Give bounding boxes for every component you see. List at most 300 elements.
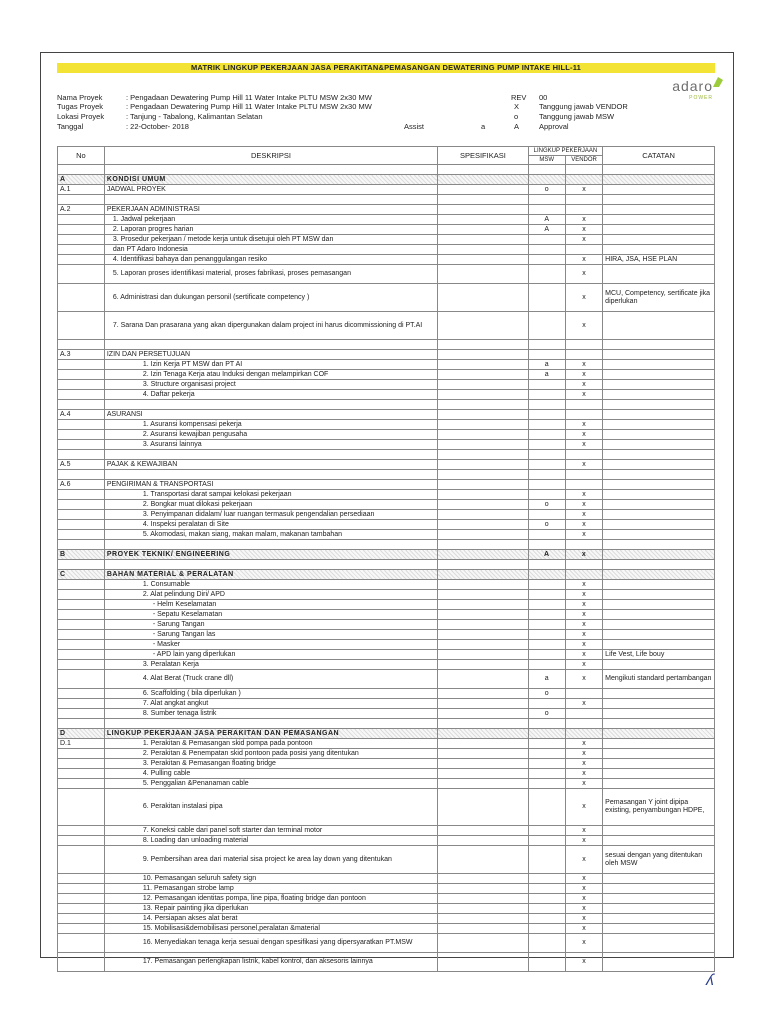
cell-msw: a: [528, 370, 565, 380]
cell-spesifikasi: [438, 759, 529, 769]
cell-deskripsi: JADWAL PROYEK: [104, 185, 437, 195]
cell-msw: [528, 400, 565, 410]
cell-catatan: [603, 450, 715, 460]
cell-deskripsi: 4. Alat Berat (Truck crane dll): [104, 670, 437, 689]
cell-vendor: x: [565, 360, 602, 370]
cell-spesifikasi: [438, 215, 529, 225]
cell-no: [58, 826, 105, 836]
cell-vendor: x: [565, 550, 602, 560]
cell-catatan: [603, 370, 715, 380]
cell-no: [58, 953, 105, 972]
table-row: [58, 350, 715, 360]
cell-no: [58, 380, 105, 390]
table-row: [58, 630, 715, 640]
cell-catatan: [603, 874, 715, 884]
cell-spesifikasi: [438, 779, 529, 789]
cell-deskripsi: IZIN DAN PERSETUJUAN: [104, 350, 437, 360]
cell-no: A: [58, 175, 105, 185]
cell-deskripsi: - Sepatu Keselamatan: [104, 610, 437, 620]
cell-vendor: [565, 470, 602, 480]
cell-msw: [528, 934, 565, 953]
cell-vendor: x: [565, 826, 602, 836]
cell-msw: [528, 410, 565, 420]
cell-msw: [528, 759, 565, 769]
cell-catatan: Mengikuti standard pertambangan: [603, 670, 715, 689]
cell-spesifikasi: [438, 165, 529, 175]
cell-catatan: [603, 836, 715, 846]
cell-no: [58, 195, 105, 205]
cell-msw: [528, 480, 565, 490]
cell-vendor: x: [565, 789, 602, 826]
cell-spesifikasi: [438, 500, 529, 510]
cell-deskripsi: 4. Pulling cable: [104, 769, 437, 779]
cell-vendor: [565, 450, 602, 460]
cell-vendor: [565, 480, 602, 490]
cell-deskripsi: 5. Laporan proses identifikasi material, proses fabrikasi, proses pemasangan: [104, 265, 437, 284]
cell-deskripsi: 13. Repair painting jika diperlukan: [104, 904, 437, 914]
cell-msw: [528, 739, 565, 749]
cell-spesifikasi: [438, 265, 529, 284]
cell-msw: [528, 430, 565, 440]
table-row: [58, 580, 715, 590]
cell-catatan: [603, 480, 715, 490]
table-row: [58, 904, 715, 914]
cell-deskripsi: 16. Menyediakan tenaga kerja sesuai dengan spesifikasi yang dipersyaratkan PT.MSW: [104, 934, 437, 953]
cell-spesifikasi: [438, 350, 529, 360]
cell-no: [58, 225, 105, 235]
cell-deskripsi: 3. Perakitan & Pemasangan floating bridge: [104, 759, 437, 769]
cell-msw: [528, 719, 565, 729]
cell-no: [58, 719, 105, 729]
table-row: [58, 500, 715, 510]
cell-vendor: [565, 689, 602, 699]
cell-no: [58, 914, 105, 924]
cell-catatan: [603, 360, 715, 370]
cell-spesifikasi: [438, 620, 529, 630]
cell-spesifikasi: [438, 914, 529, 924]
table-row: [58, 215, 715, 225]
cell-catatan: [603, 630, 715, 640]
table-row: [58, 205, 715, 215]
cell-spesifikasi: [438, 699, 529, 709]
cell-no: [58, 689, 105, 699]
cell-vendor: x: [565, 430, 602, 440]
cell-catatan: [603, 245, 715, 255]
cell-msw: o: [528, 709, 565, 719]
cell-msw: [528, 284, 565, 312]
cell-deskripsi: 1. Perakitan & Pemasangan skid pompa pada pontoon: [104, 739, 437, 749]
table-row: [58, 689, 715, 699]
cell-msw: [528, 953, 565, 972]
cell-spesifikasi: [438, 689, 529, 699]
table-row: [58, 225, 715, 235]
cell-no: [58, 245, 105, 255]
table-row: [58, 749, 715, 759]
cell-vendor: x: [565, 836, 602, 846]
table-row: [58, 650, 715, 660]
cell-vendor: x: [565, 265, 602, 284]
cell-no: [58, 370, 105, 380]
cell-vendor: x: [565, 370, 602, 380]
cell-catatan: [603, 510, 715, 520]
cell-vendor: [565, 175, 602, 185]
cell-spesifikasi: [438, 650, 529, 660]
cell-no: [58, 340, 105, 350]
cell-no: [58, 749, 105, 759]
cell-catatan: [603, 440, 715, 450]
cell-spesifikasi: [438, 749, 529, 759]
cell-catatan: [603, 934, 715, 953]
cell-msw: [528, 699, 565, 709]
cell-no: [58, 490, 105, 500]
cell-vendor: x: [565, 914, 602, 924]
cell-vendor: x: [565, 440, 602, 450]
cell-deskripsi: [104, 195, 437, 205]
cell-spesifikasi: [438, 610, 529, 620]
spacer-row: [58, 470, 715, 480]
cell-deskripsi: 9. Pembersihan area dari material sisa project ke area lay down yang ditentukan: [104, 846, 437, 874]
cell-no: [58, 709, 105, 719]
cell-spesifikasi: [438, 205, 529, 215]
table-row: [58, 779, 715, 789]
cell-no: [58, 924, 105, 934]
header-deskripsi: DESKRIPSI: [104, 147, 437, 165]
cell-no: [58, 769, 105, 779]
cell-no: [58, 836, 105, 846]
cell-deskripsi: [104, 540, 437, 550]
cell-spesifikasi: [438, 480, 529, 490]
cell-vendor: x: [565, 235, 602, 245]
cell-catatan: Life Vest, Life bouy: [603, 650, 715, 660]
cell-vendor: x: [565, 846, 602, 874]
cell-no: A.5: [58, 460, 105, 470]
cell-deskripsi: 2. Laporan progres harian: [104, 225, 437, 235]
cell-spesifikasi: [438, 470, 529, 480]
cell-spesifikasi: [438, 255, 529, 265]
cell-catatan: [603, 460, 715, 470]
table-row: [58, 380, 715, 390]
table-row: [58, 360, 715, 370]
cell-catatan: [603, 914, 715, 924]
cell-vendor: [565, 400, 602, 410]
cell-no: [58, 789, 105, 826]
meta-assist-code: a: [481, 122, 486, 131]
cell-spesifikasi: [438, 390, 529, 400]
cell-msw: [528, 350, 565, 360]
table-row: [58, 610, 715, 620]
handwritten-initial: ʎ: [706, 972, 714, 989]
cell-deskripsi: 4. Inspeksi peralatan di Site: [104, 520, 437, 530]
cell-deskripsi: [104, 340, 437, 350]
cell-msw: [528, 380, 565, 390]
cell-catatan: [603, 689, 715, 699]
table-row: [58, 846, 715, 874]
company-logo-sub: POWER: [689, 95, 713, 101]
cell-vendor: [565, 205, 602, 215]
cell-catatan: [603, 826, 715, 836]
cell-spesifikasi: [438, 826, 529, 836]
cell-catatan: [603, 540, 715, 550]
cell-msw: [528, 610, 565, 620]
legend-code-approval: A: [514, 122, 520, 131]
cell-msw: [528, 510, 565, 520]
cell-vendor: x: [565, 460, 602, 470]
cell-msw: [528, 874, 565, 884]
cell-deskripsi: 3. Prosedur pekerjaan / metode kerja untuk disetujui oleh PT MSW dan: [104, 235, 437, 245]
cell-spesifikasi: [438, 789, 529, 826]
meta-nama-proyek-value: : Pengadaan Dewatering Pump Hill 11 Water Intake PLTU MSW 2x30 MW: [126, 93, 372, 102]
cell-no: [58, 400, 105, 410]
cell-no: A.4: [58, 410, 105, 420]
cell-no: [58, 759, 105, 769]
cell-no: [58, 560, 105, 570]
cell-catatan: [603, 410, 715, 420]
cell-catatan: [603, 769, 715, 779]
cell-vendor: x: [565, 670, 602, 689]
cell-msw: [528, 255, 565, 265]
cell-no: [58, 450, 105, 460]
cell-msw: o: [528, 185, 565, 195]
cell-deskripsi: BAHAN MATERIAL & PERALATAN: [104, 570, 437, 580]
cell-catatan: Pemasangan Y joint dipipa existing, penyambungan HDPE,: [603, 789, 715, 826]
cell-msw: [528, 235, 565, 245]
cell-deskripsi: [104, 560, 437, 570]
cell-catatan: [603, 205, 715, 215]
cell-no: A.2: [58, 205, 105, 215]
cell-msw: [528, 530, 565, 540]
cell-vendor: [565, 719, 602, 729]
cell-deskripsi: - APD lain yang diperlukan: [104, 650, 437, 660]
table-row: [58, 590, 715, 600]
cell-vendor: x: [565, 884, 602, 894]
cell-spesifikasi: [438, 590, 529, 600]
cell-msw: [528, 590, 565, 600]
cell-deskripsi: ASURANSI: [104, 410, 437, 420]
cell-deskripsi: [104, 450, 437, 460]
cell-catatan: [603, 600, 715, 610]
table-row: [58, 420, 715, 430]
table-row: [58, 620, 715, 630]
cell-spesifikasi: [438, 884, 529, 894]
section-row: [58, 729, 715, 739]
cell-no: [58, 779, 105, 789]
table-row: [58, 440, 715, 450]
cell-vendor: x: [565, 739, 602, 749]
cell-no: [58, 670, 105, 689]
cell-vendor: [565, 245, 602, 255]
cell-no: [58, 360, 105, 370]
cell-spesifikasi: [438, 953, 529, 972]
cell-catatan: [603, 195, 715, 205]
table-row: [58, 759, 715, 769]
table-row: [58, 430, 715, 440]
meta-tanggal-label: Tanggal: [57, 122, 84, 131]
table-row: [58, 884, 715, 894]
cell-deskripsi: 1. Consumable: [104, 580, 437, 590]
legend-text-approval: Approval: [539, 122, 569, 131]
cell-catatan: [603, 430, 715, 440]
cell-vendor: x: [565, 953, 602, 972]
cell-deskripsi: 2. Perakitan & Penempatan skid pontoon pada posisi yang ditentukan: [104, 749, 437, 759]
header-no: No: [58, 147, 105, 165]
cell-catatan: [603, 660, 715, 670]
cell-deskripsi: dan PT Adaro Indonesia: [104, 245, 437, 255]
cell-spesifikasi: [438, 550, 529, 560]
cell-spesifikasi: [438, 235, 529, 245]
cell-no: [58, 590, 105, 600]
cell-no: [58, 540, 105, 550]
table-row: [58, 530, 715, 540]
cell-no: [58, 894, 105, 904]
cell-deskripsi: 6. Scaffolding ( bila diperlukan ): [104, 689, 437, 699]
cell-vendor: x: [565, 620, 602, 630]
cell-deskripsi: 3. Structure organisasi project: [104, 380, 437, 390]
cell-msw: [528, 312, 565, 340]
cell-no: A.6: [58, 480, 105, 490]
cell-msw: [528, 560, 565, 570]
cell-msw: [528, 440, 565, 450]
cell-vendor: x: [565, 312, 602, 340]
table-row: [58, 699, 715, 709]
cell-no: [58, 620, 105, 630]
cell-spesifikasi: [438, 904, 529, 914]
cell-msw: [528, 904, 565, 914]
cell-msw: [528, 420, 565, 430]
cell-vendor: x: [565, 490, 602, 500]
cell-msw: [528, 265, 565, 284]
cell-catatan: [603, 894, 715, 904]
cell-spesifikasi: [438, 846, 529, 874]
cell-msw: a: [528, 670, 565, 689]
cell-spesifikasi: [438, 836, 529, 846]
cell-vendor: x: [565, 380, 602, 390]
cell-deskripsi: 7. Koneksi cable dari panel soft starter dan terminal motor: [104, 826, 437, 836]
cell-catatan: [603, 884, 715, 894]
cell-spesifikasi: [438, 670, 529, 689]
cell-catatan: [603, 165, 715, 175]
cell-no: [58, 215, 105, 225]
cell-spesifikasi: [438, 719, 529, 729]
cell-deskripsi: 15. Mobilisasi&demobilisasi personel,peralatan &material: [104, 924, 437, 934]
cell-vendor: x: [565, 420, 602, 430]
cell-catatan: [603, 590, 715, 600]
cell-spesifikasi: [438, 312, 529, 340]
cell-deskripsi: 6. Perakitan instalasi pipa: [104, 789, 437, 826]
cell-no: [58, 580, 105, 590]
cell-spesifikasi: [438, 600, 529, 610]
cell-spesifikasi: [438, 490, 529, 500]
cell-msw: [528, 846, 565, 874]
cell-vendor: x: [565, 185, 602, 195]
cell-deskripsi: - Sarung Tangan las: [104, 630, 437, 640]
cell-msw: [528, 660, 565, 670]
cell-msw: [528, 600, 565, 610]
cell-vendor: x: [565, 580, 602, 590]
cell-deskripsi: 2. Izin Tenaga Kerja atau Induksi dengan melampirkan COF: [104, 370, 437, 380]
cell-msw: [528, 580, 565, 590]
cell-vendor: x: [565, 759, 602, 769]
table-row: [58, 670, 715, 689]
cell-msw: [528, 390, 565, 400]
cell-no: D.1: [58, 739, 105, 749]
cell-spesifikasi: [438, 360, 529, 370]
cell-msw: [528, 460, 565, 470]
cell-deskripsi: 1. Jadwal pekerjaan: [104, 215, 437, 225]
logo-mark-icon: [713, 77, 723, 87]
cell-spesifikasi: [438, 540, 529, 550]
cell-spesifikasi: [438, 410, 529, 420]
cell-vendor: x: [565, 284, 602, 312]
cell-catatan: HIRA, JSA, HSE PLAN: [603, 255, 715, 265]
table-row: [58, 460, 715, 470]
cell-no: C: [58, 570, 105, 580]
meta-rev-label: REV: [511, 93, 527, 102]
cell-msw: [528, 245, 565, 255]
cell-msw: [528, 175, 565, 185]
cell-catatan: [603, 699, 715, 709]
cell-deskripsi: 2. Alat pelindung Diri/ APD: [104, 590, 437, 600]
cell-deskripsi: 5. Akomodasi, makan siang, makan malam, makanan tambahan: [104, 530, 437, 540]
cell-no: [58, 934, 105, 953]
table-row: [58, 265, 715, 284]
cell-no: [58, 530, 105, 540]
cell-vendor: [565, 195, 602, 205]
cell-no: [58, 255, 105, 265]
cell-catatan: [603, 420, 715, 430]
cell-deskripsi: - Masker: [104, 640, 437, 650]
cell-no: [58, 265, 105, 284]
cell-vendor: x: [565, 225, 602, 235]
cell-catatan: MCU, Competency, sertificate jika diperlukan: [603, 284, 715, 312]
table-row: [58, 312, 715, 340]
cell-catatan: [603, 265, 715, 284]
cell-msw: o: [528, 689, 565, 699]
document-sheet: [40, 52, 734, 966]
cell-no: [58, 284, 105, 312]
cell-msw: [528, 729, 565, 739]
cell-spesifikasi: [438, 450, 529, 460]
cell-deskripsi: 7. Alat angkat angkut: [104, 699, 437, 709]
cell-catatan: [603, 500, 715, 510]
cell-deskripsi: 3. Peralatan Kerja: [104, 660, 437, 670]
cell-deskripsi: KONDISI UMUM: [104, 175, 437, 185]
table-row: [58, 255, 715, 265]
cell-catatan: [603, 610, 715, 620]
cell-catatan: [603, 560, 715, 570]
cell-catatan: [603, 340, 715, 350]
cell-vendor: [565, 570, 602, 580]
cell-deskripsi: LINGKUP PEKERJAAN JASA PERAKITAN DAN PEMASANGAN: [104, 729, 437, 739]
cell-deskripsi: 1. Transportasi darat sampai kelokasi pekerjaan: [104, 490, 437, 500]
company-logo: adaro: [672, 78, 713, 94]
cell-msw: [528, 450, 565, 460]
cell-no: [58, 390, 105, 400]
cell-catatan: [603, 225, 715, 235]
cell-catatan: [603, 350, 715, 360]
cell-no: [58, 430, 105, 440]
cell-msw: [528, 914, 565, 924]
header-catatan: CATATAN: [603, 147, 715, 165]
cell-msw: [528, 769, 565, 779]
section-row: [58, 570, 715, 580]
meta-lokasi-proyek-value: : Tanjung - Tabalong, Kalimantan Selatan: [126, 112, 263, 121]
cell-catatan: [603, 400, 715, 410]
cell-msw: A: [528, 225, 565, 235]
cell-spesifikasi: [438, 530, 529, 540]
meta-lokasi-proyek-label: Lokasi Proyek: [57, 112, 105, 121]
spacer-row: [58, 400, 715, 410]
cell-deskripsi: [104, 165, 437, 175]
